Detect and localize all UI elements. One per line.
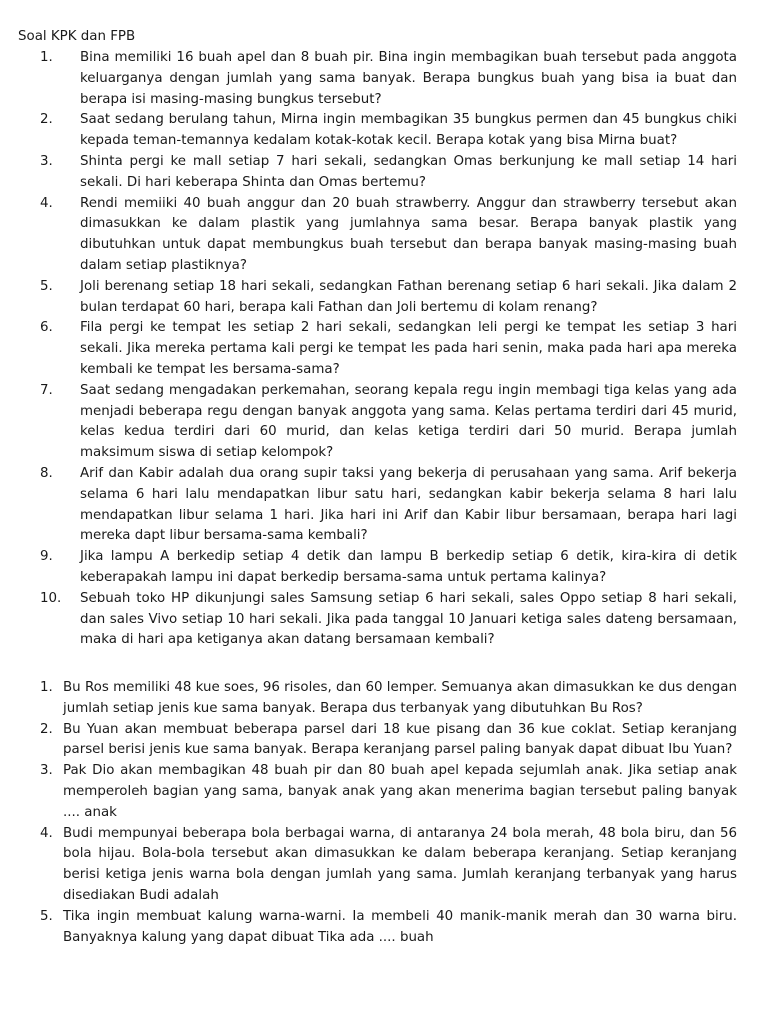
- question-item: [0, 720, 737, 762]
- question-text: Jika lampu A berkedip setiap 4 detik dan lampu B berkedip setiap 6 detik, kira-kira di detik keberapakah lampu ini dapat berkedip bersama-sama untuk pertama kalinya?: [80, 549, 737, 585]
- question-number: 4.: [40, 825, 53, 841]
- question-item: [0, 152, 737, 194]
- question-item: [0, 110, 737, 152]
- question-text: Saat sedang berulang tahun, Mirna ingin membagikan 35 bungkus permen dan 45 bungkus chiki kepada teman-temannya kedalam kotak-kotak kecil. Berapa kotak yang bisa Mirna buat?: [80, 112, 737, 149]
- question-item: [0, 381, 737, 464]
- question-list-b: [0, 678, 768, 948]
- question-number: 4.: [40, 195, 53, 211]
- question-item: [0, 589, 737, 651]
- question-item: [0, 761, 737, 823]
- question-text: Sebuah toko HP dikunjungi sales Samsung setiap 6 hari sekali, sales Oppo setiap 8 hari sekali, dan sales Vivo setiap 10 hari sekali. Jika pada tanggal 10 Januari ketiga sales dateng bersamaan, maka di hari apa ketiganya akan datang bersamaan kembali?: [80, 590, 737, 648]
- question-item: [0, 547, 737, 589]
- question-text: Rendi memiiki 40 buah anggur dan 20 buah strawberry. Anggur dan strawberry tersebut akan dimasukkan ke dalam plastik yang jumlahnya sama besar. Berapa banyak plastik yang dibutuhkan untuk dapat membungkus buah tersebut dan berapa banyak masing-masing buah dalam setiap plastiknya?: [80, 195, 737, 273]
- question-text: Arif dan Kabir adalah dua orang supir taksi yang bekerja di perusahaan yang sama. Arif bekerja selama 6 hari lalu mendapatkan libur satu hari, sedangkan kabir bekerja selama 8 hari lalu mendapatkan libur selama 1 hari. Jika hari ini Arif dan Kabir libur bersamaan, berapa hari lagi mereka dapt libur bersama-sama kembali?: [80, 465, 737, 544]
- question-text: Pak Dio akan membagikan 48 buah pir dan 80 buah apel kepada sejumlah anak. Jika setiap anak memperoleh bagian yang sama, banyak anak yang akan menerima bagian tersebut paling banyak .... anak: [63, 763, 737, 820]
- question-number: 8.: [40, 465, 53, 481]
- question-list-a: [0, 48, 768, 651]
- question-text: Shinta pergi ke mall setiap 7 hari sekali, sedangkan Omas berkunjung ke mall setiap 14 hari sekali. Di hari keberapa Shinta dan Omas bertemu?: [80, 153, 737, 190]
- question-number: 5.: [40, 278, 53, 294]
- question-text: Bu Yuan akan membuat beberapa parsel dari 18 kue pisang dan 36 kue coklat. Setiap keranjang parsel berisi jenis kue sama banyak. Berapa keranjang parsel paling banyak dapat dibuat Ibu Yuan?: [63, 721, 737, 758]
- question-number: 1.: [40, 50, 53, 65]
- question-item: [0, 194, 737, 277]
- question-text: Bina memiliki 16 buah apel dan 8 buah pir. Bina ingin membagikan buah tersebut pada anggota keluarganya dengan jumlah yang sama banyak. Berapa bungkus buah yang bisa ia buat dan berapa isi masing-masing bungkus tersebut?: [80, 50, 737, 107]
- question-number: 5.: [40, 908, 53, 924]
- question-number: 2.: [40, 721, 53, 737]
- question-item: [0, 824, 737, 907]
- question-text: Bu Ros memiliki 48 kue soes, 96 risoles, dan 60 lemper. Semuanya akan dimasukkan ke dus dengan jumlah setiap jenis kue sama banyak. Berapa dus terbanyak yang dibutuhkan Bu Ros?: [63, 680, 737, 716]
- question-item: [0, 277, 737, 319]
- question-number: 3.: [40, 763, 53, 779]
- question-item: [0, 907, 737, 949]
- question-number: 9.: [40, 549, 53, 565]
- question-item: [0, 464, 737, 547]
- question-text: Joli berenang setiap 18 hari sekali, sedangkan Fathan berenang setiap 6 hari sekali. Jika dalam 2 bulan terdapat 60 hari, berapa kali Fathan dan Joli bertemu di kolam renang?: [80, 278, 737, 315]
- question-text: Saat sedang mengadakan perkemahan, seorang kepala regu ingin membagi tiga kelas yang ada menjadi beberapa regu dengan banyak anggota yang sama. Kelas pertama terdiri dari 45 murid, kelas kedua terdiri dari 60 murid, dan kelas ketiga terdiri dari 50 murid. Berapa jumlah maksimum siswa di setiap kelompok?: [80, 382, 737, 461]
- question-number: 3.: [40, 153, 53, 169]
- question-text: Fila pergi ke tempat les setiap 2 hari sekali, sedangkan leli pergi ke tempat les setiap 3 hari sekali. Jika mereka pertama kali pergi ke tempat les pada hari senin, maka pada hari apa mereka kembali ke tempat les bersama-sama?: [80, 320, 737, 377]
- question-number: 10.: [40, 590, 62, 606]
- question-item: [0, 48, 737, 110]
- document-title: Soal KPK dan FPB: [18, 29, 136, 44]
- question-number: 2.: [40, 112, 53, 128]
- question-number: 1.: [40, 680, 53, 695]
- question-number: 7.: [40, 382, 53, 398]
- question-item: [0, 678, 737, 720]
- question-item: [0, 318, 737, 380]
- question-text: Tika ingin membuat kalung warna-warni. Ia membeli 40 manik-manik merah dan 30 warna biru. Banyaknya kalung yang dapat dibuat Tika ada .... buah: [63, 908, 737, 945]
- question-number: 6.: [40, 320, 53, 336]
- question-text: Budi mempunyai beberapa bola berbagai warna, di antaranya 24 bola merah, 48 bola biru, dan 56 bola hijau. Bola-bola tersebut akan dimasukkan ke dalam beberapa keranjang. Setiap keranjang berisi ketiga jenis warna bola dengan jumlah yang sama. Jumlah keranjang terbanyak yang harus disediakan Budi adalah: [63, 825, 737, 903]
